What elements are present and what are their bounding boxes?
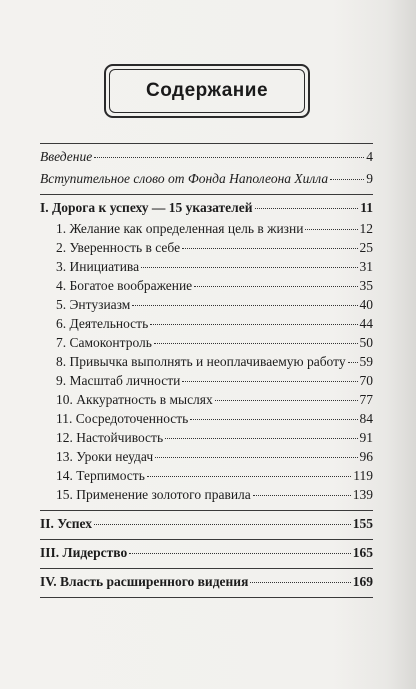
toc-entry-page: 165 [352, 545, 373, 560]
leader-dots [253, 495, 351, 496]
leader-dots [305, 229, 357, 230]
page-title: Содержание [145, 80, 269, 101]
toc-entry-page: 139 [352, 487, 373, 502]
toc-chapter [56, 411, 373, 427]
divider-bottom [40, 597, 373, 598]
leader-dots [215, 400, 358, 401]
toc-entry-label: 1. Желание как определенная цель в жизни [56, 221, 304, 236]
divider [40, 539, 373, 540]
leader-dots [330, 179, 364, 180]
toc-part-2 [40, 516, 373, 532]
toc-chapter [56, 297, 373, 313]
toc-entry-page: 50 [359, 335, 373, 350]
leader-dots [182, 248, 357, 249]
leader-dots [182, 381, 357, 382]
toc-part-1 [40, 200, 373, 216]
toc-entry-label: 11. Сосредоточенность [56, 411, 189, 426]
toc-chapter [56, 354, 373, 370]
divider-top [40, 143, 373, 144]
toc-chapter [56, 316, 373, 332]
toc-entry-page: 25 [359, 240, 373, 255]
toc-entry-page: 77 [359, 392, 373, 407]
toc-entry-label: II. Успех [40, 516, 92, 531]
toc-entry-label: 5. Энтузиазм [56, 297, 131, 312]
toc-entry-label: 6. Деятельность [56, 316, 149, 331]
leader-dots [155, 457, 357, 458]
toc-chapter [56, 449, 373, 465]
toc-chapter [56, 335, 373, 351]
divider [40, 510, 373, 511]
toc-entry-label: 12. Настойчивость [56, 430, 164, 445]
toc-entry-page: 59 [359, 354, 373, 369]
toc-entry-page: 12 [359, 221, 373, 236]
toc-entry-page: 70 [359, 373, 373, 388]
toc-entry-label: 7. Самоконтроль [56, 335, 152, 350]
toc-entry-label: 2. Уверенность в себе [56, 240, 181, 255]
toc-part-3 [40, 545, 373, 561]
leader-dots [150, 324, 357, 325]
leader-dots [141, 267, 357, 268]
leader-dots [129, 553, 351, 554]
toc-entry-page: 84 [359, 411, 373, 426]
toc-entry-page: 155 [352, 516, 373, 531]
toc-entry-label: 13. Уроки неудач [56, 449, 154, 464]
toc-entry-page: 9 [366, 171, 373, 186]
title-frame [104, 64, 310, 118]
toc-chapter [56, 221, 373, 237]
toc-entry-page: 91 [359, 430, 373, 445]
divider [40, 568, 373, 569]
toc-entry-label: IV. Власть расширенного видения [40, 574, 249, 589]
leader-dots [94, 524, 351, 525]
leader-dots [348, 362, 358, 363]
leader-dots [94, 157, 364, 158]
leader-dots [190, 419, 357, 420]
toc-entry-label: Введение [40, 149, 93, 164]
toc-entry-page: 11 [360, 200, 373, 215]
leader-dots [165, 438, 357, 439]
toc-chapter [56, 278, 373, 294]
leader-dots [132, 305, 357, 306]
divider [40, 194, 373, 195]
toc-part-4 [40, 574, 373, 590]
toc-entry-page: 31 [359, 259, 373, 274]
toc-entry-label: 15. Применение золотого правила [56, 487, 251, 502]
toc-chapter [56, 487, 373, 503]
leader-dots [194, 286, 357, 287]
toc-entry-label: I. Дорога к успеху — 15 указателей [40, 200, 253, 215]
toc-entry-page: 96 [359, 449, 373, 464]
leader-dots [154, 343, 358, 344]
toc-chapter [56, 430, 373, 446]
toc-entry-page: 169 [352, 574, 373, 589]
toc-chapter [56, 373, 373, 389]
leader-dots [255, 208, 359, 209]
toc-entry-page: 44 [359, 316, 373, 331]
toc-entry-label: III. Лидерство [40, 545, 128, 560]
toc-entry-label: 9. Масштаб личности [56, 373, 181, 388]
toc-entry-page: 40 [359, 297, 373, 312]
toc-entry-page: 4 [366, 149, 373, 164]
toc-chapter [56, 240, 373, 256]
leader-dots [250, 582, 350, 583]
toc-entry-label: 3. Инициатива [56, 259, 140, 274]
toc-entry-page: 119 [353, 468, 373, 483]
toc-entry-label: 10. Аккуратность в мыслях [56, 392, 213, 407]
toc-chapter [56, 392, 373, 408]
toc-entry-label: 14. Терпимость [56, 468, 145, 483]
toc-entry-page: 35 [359, 278, 373, 293]
toc-entry-intro [40, 149, 373, 165]
toc-chapter [56, 468, 373, 484]
toc-entry-foreword [40, 171, 373, 187]
leader-dots [147, 476, 351, 477]
toc-chapter [56, 259, 373, 275]
toc-entry-label: 4. Богатое воображение [56, 278, 193, 293]
toc-entry-label: Вступительное слово от Фонда Наполеона Хилла [40, 171, 329, 186]
toc-entry-label: 8. Привычка выполнять и неоплачиваемую работу [56, 354, 346, 369]
